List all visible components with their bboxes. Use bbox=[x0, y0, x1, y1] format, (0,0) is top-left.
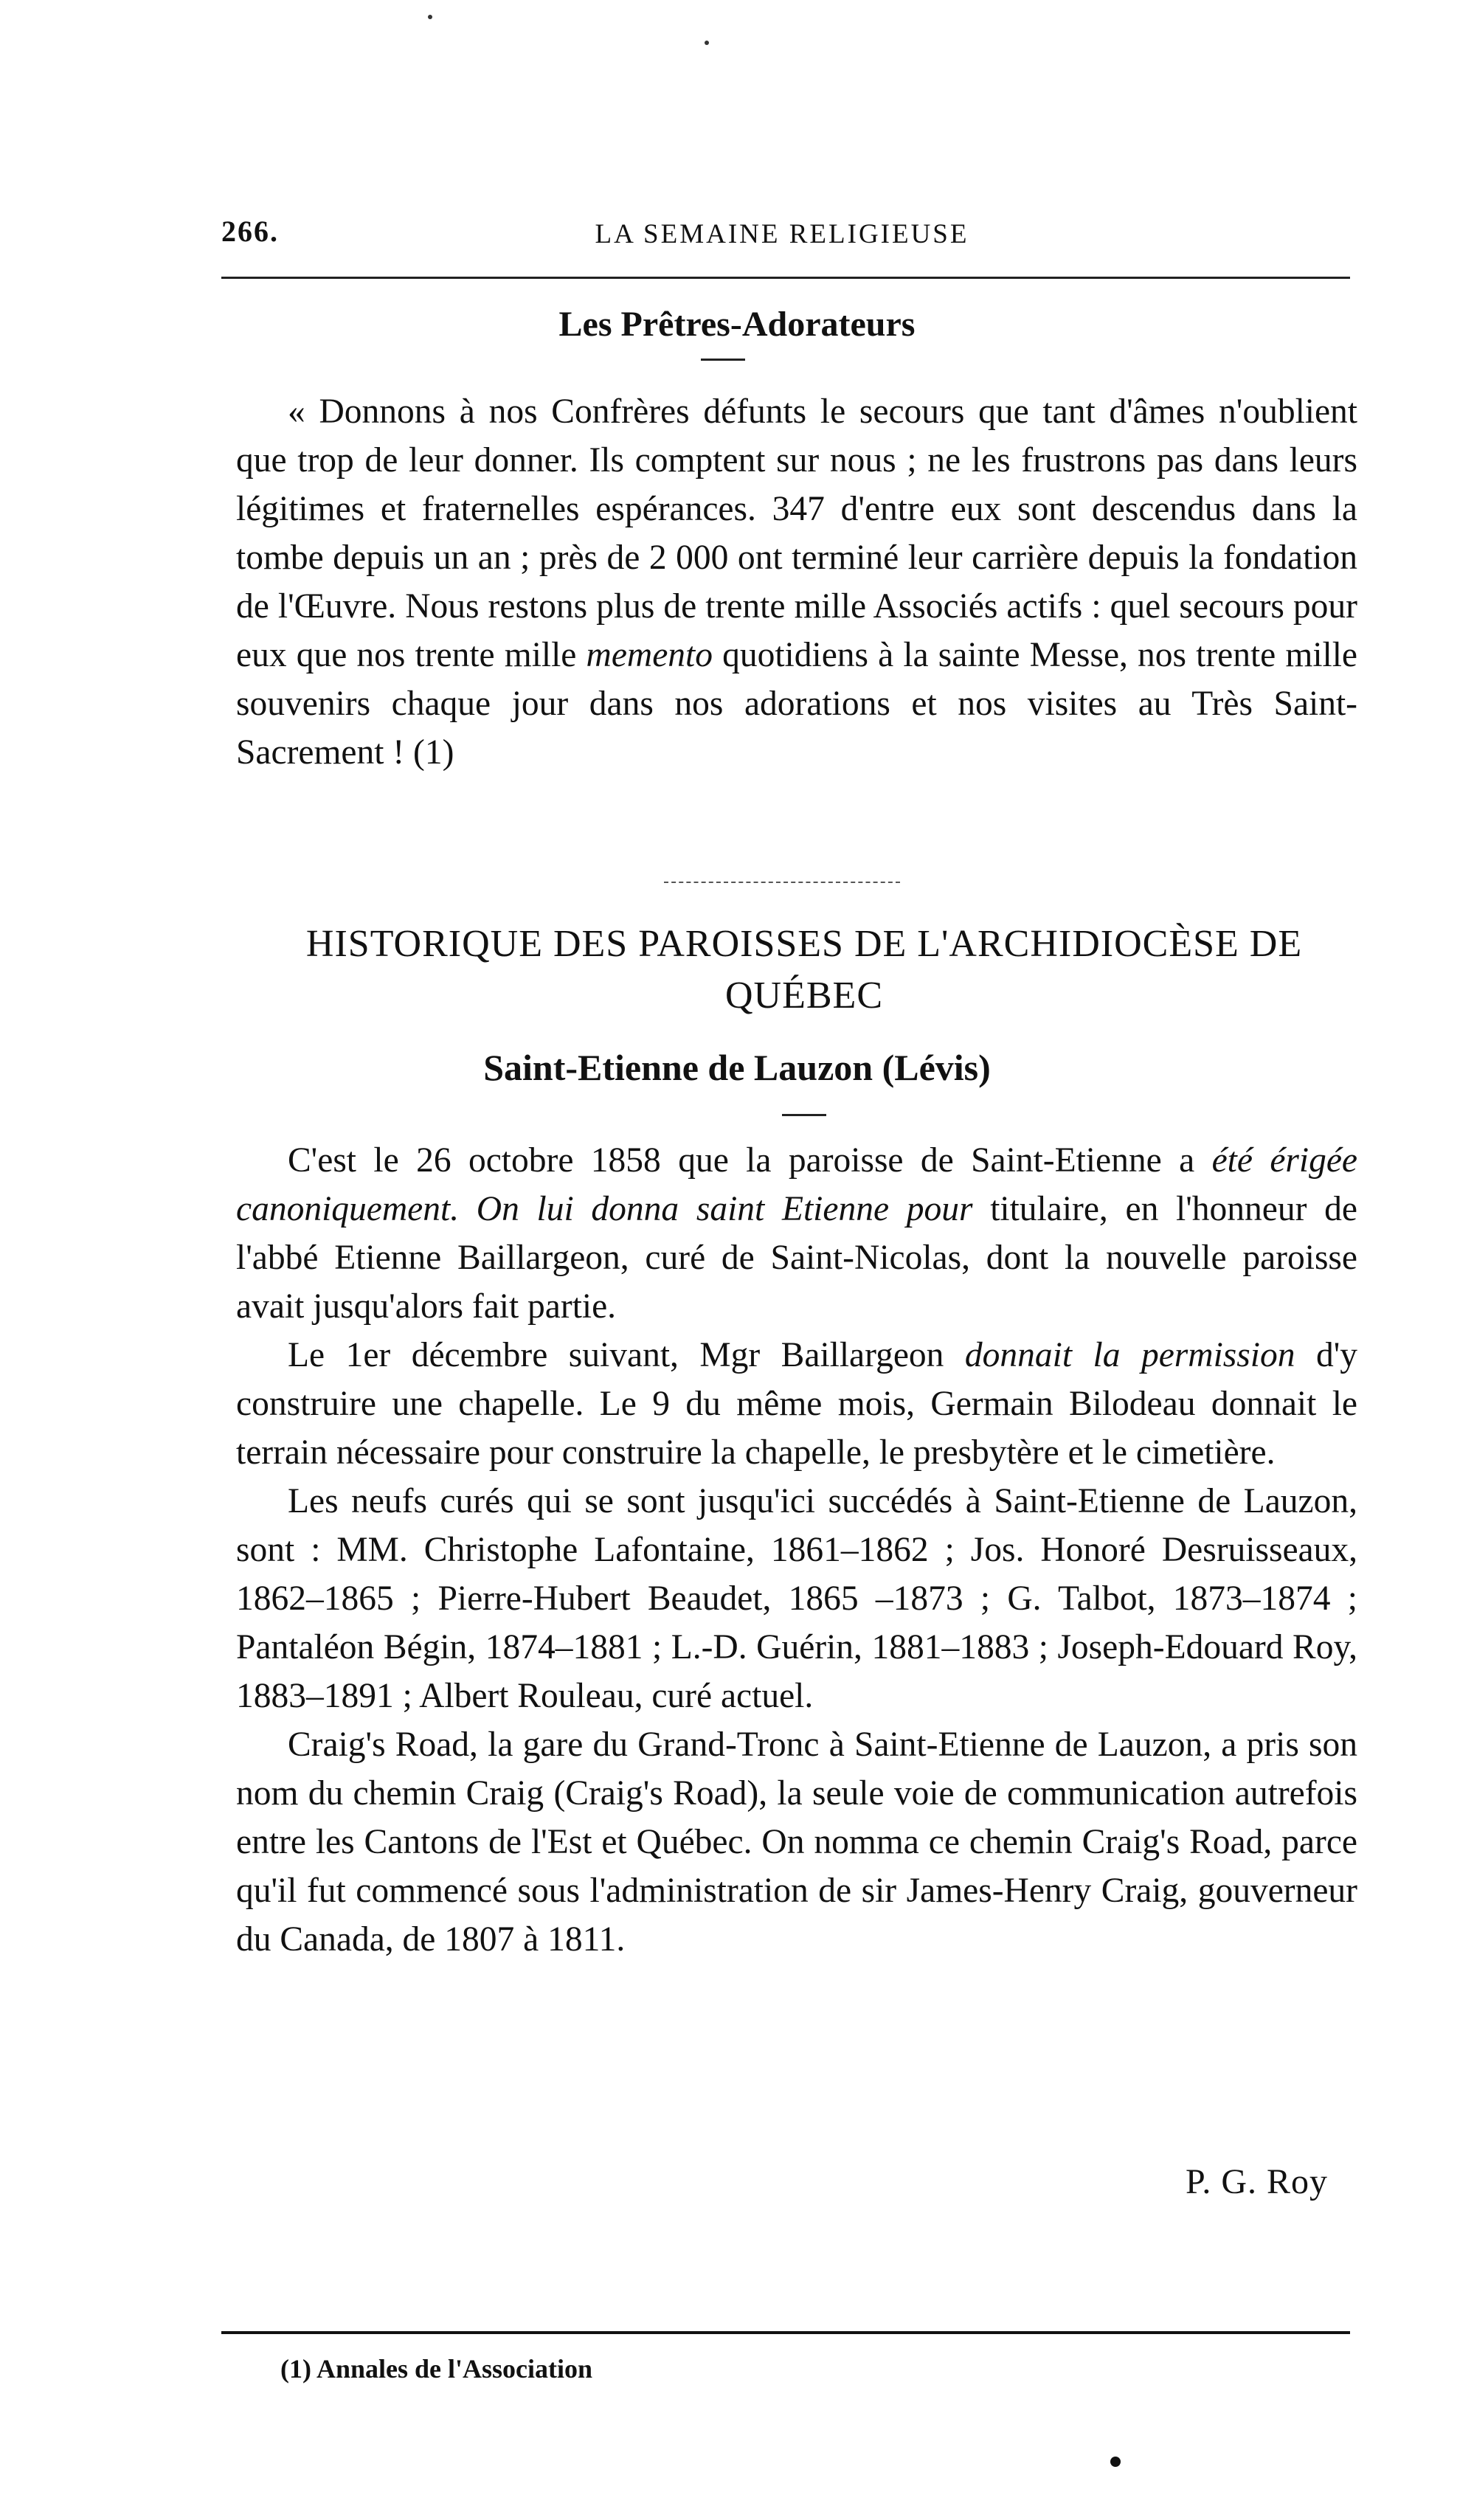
page-header bbox=[214, 214, 1350, 258]
paragraph-2: Le 1er décembre suivant, Mgr Baillargeon donnait la permission d'y construire une chapelle. Le 9 du même mois, Germain Bilodeau donnait le terrain nécessaire pour construire la chapelle, le presbytère et le cimetière. bbox=[236, 1336, 1358, 1472]
section-title-historique: HISTORIQUE DES PAROISSES DE L'ARCHIDIOCÈSE DE QUÉBEC bbox=[305, 923, 1303, 1017]
article-body-historique bbox=[236, 1136, 1357, 1964]
paragraph-4: Craig's Road, la gare du Grand-Tronc à Saint-Etienne de Lauzon, a pris son nom du chemin Craig (Craig's Road), la seule voie de communication autrefois entre les Cantons de l'Est et Québec. On nomma ce chemin Craig's Road, parce qu'il fut commencé sous l'administration de sir James-Henry Craig, gouverneur du Canada, de 1807 à 1811. bbox=[236, 1725, 1357, 1959]
footnote: (1) Annales de l'Association bbox=[280, 2354, 593, 2384]
article-title-pretres: Les Prêtres-Adorateurs bbox=[558, 305, 916, 344]
section-divider bbox=[664, 882, 900, 883]
signature: P. G. Roy bbox=[1185, 2162, 1328, 2201]
scan-speck bbox=[1110, 2457, 1121, 2467]
paragraph-1: C'est le 26 octobre 1858 que la paroisse de Saint-Etienne a été érigée canoniquement. On lui donna saint Etienne pour titulaire, en l'honneur de l'abbé Etienne Baillargeon, curé de Saint-Nicolas, dont la nouvelle paroisse avait jusqu'alors fait partie. bbox=[236, 1141, 1358, 1326]
subtitle-dash bbox=[782, 1114, 826, 1116]
paragraph: « Donnons à nos Confrères défunts le secours que tant d'âmes n'oublient que trop de leur donner. Ils comptent sur nous ; ne les frustrons pas dans leurs légitimes et fraternelles espérances. 347 d'entre eux sont descendus dans la tombe depuis un an ; près de 2 000 ont terminé leur carrière depuis la fondation de l'Œuvre. Nous restons plus de trente mille Associés actifs : quel secours pour eux que nos trente mille memento quotidiens à la sainte Messe, nos trente mille souvenirs chaque jour dans nos adorations et nos visites au Très Saint-Sacrement ! (1) bbox=[236, 392, 1358, 772]
section-subtitle: Saint-Etienne de Lauzon (Lévis) bbox=[483, 1047, 991, 1088]
scan-speck bbox=[428, 15, 432, 19]
header-rule bbox=[221, 277, 1350, 279]
paragraph-3: Les neufs curés qui se sont jusqu'ici succédés à Saint-Etienne de Lauzon, sont : MM. Christophe Lafontaine, 1861–1862 ; Jos. Honoré Desruisseaux, 1862–1865 ; Pierre-Hubert Beaudet, 1865 –1873 ; G. Talbot, 1873–1874 ; Pantaléon Bégin, 1874–1881 ; L.-D. Guérin, 1881–1883 ; Joseph-Edouard Roy, 1883–1891 ; Albert Rouleau, curé actuel. bbox=[236, 1482, 1357, 1715]
title-dash bbox=[701, 359, 745, 361]
scan-speck bbox=[705, 41, 709, 45]
footnote-rule bbox=[221, 2331, 1350, 2334]
running-title: LA SEMAINE RELIGIEUSE bbox=[595, 219, 969, 249]
article-body-pretres bbox=[236, 387, 1357, 777]
page-number: 266. bbox=[221, 215, 279, 248]
